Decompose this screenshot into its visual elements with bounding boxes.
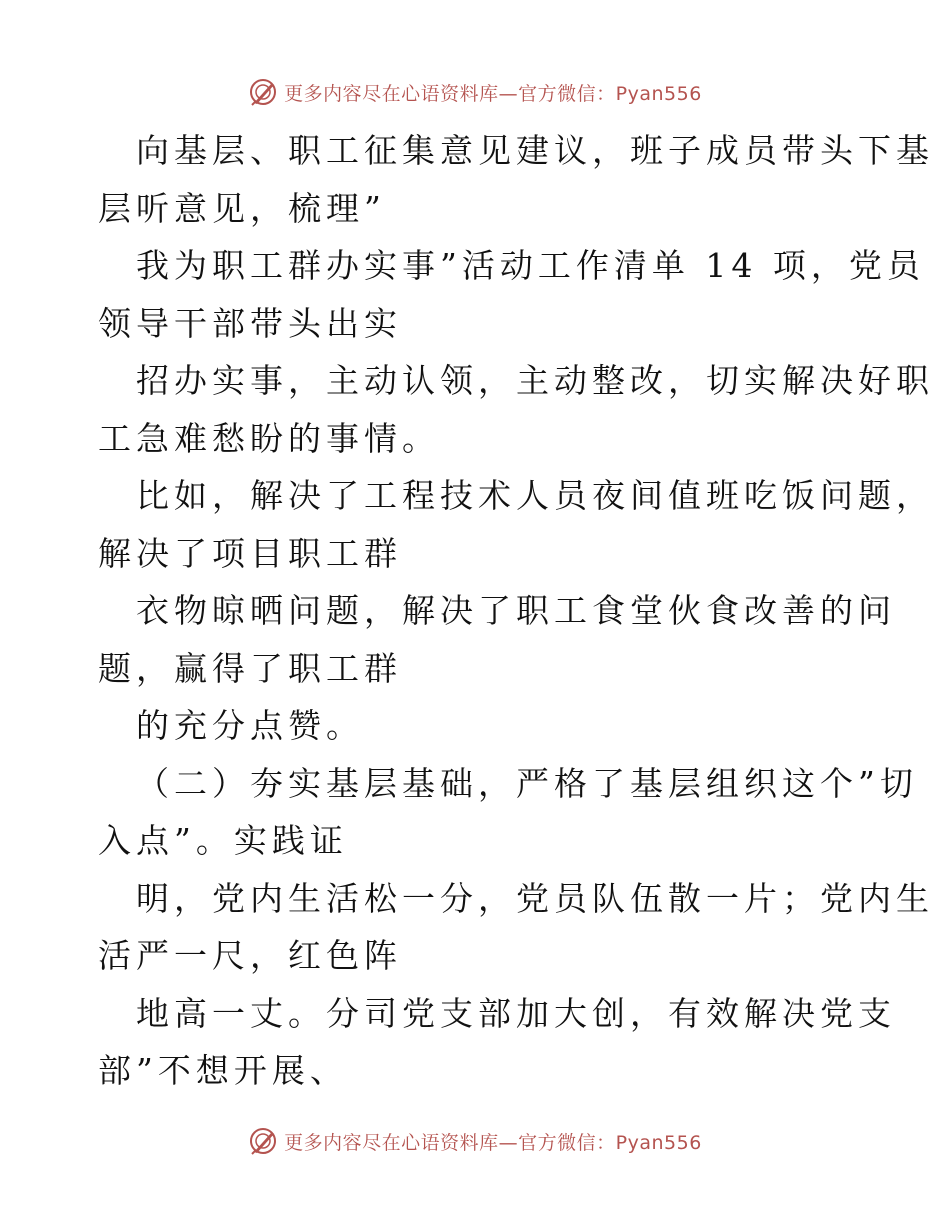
paragraph-line: 明，党内生活松一分，党员队伍散一片；党内生: [136, 878, 934, 918]
paragraph-line: 招办实事，主动认领，主动整改，切实解决好职: [136, 361, 934, 400]
paragraph-line: 层听意见，梳理”: [98, 188, 386, 228]
paragraph-line: 解决了项目职工群: [98, 533, 402, 573]
footer-watermark: [0, 1121, 950, 1161]
paragraph-line: 活严一尺，红色阵: [98, 936, 402, 975]
quill-pen-logo-icon: [248, 1126, 278, 1156]
paragraph-line: 比如，解决了工程技术人员夜间值班吃饭问题，: [136, 476, 934, 515]
paragraph-line: 工急难愁盼的事情。: [98, 418, 440, 458]
paragraph-line: 我为职工群办实事”活动工作清单 14 项，党员: [136, 246, 925, 285]
paragraph-line: 入点”。实践证: [98, 821, 348, 860]
paragraph-line: 地高一丈。分司党支部加大创，有效解决党支: [136, 993, 896, 1033]
paragraph-line: 向基层、职工征集意见建议，班子成员带头下基: [136, 131, 934, 170]
document-body: [98, 122, 934, 1100]
paragraph-line: 题，赢得了职工群: [98, 648, 402, 688]
paragraph-line: 领导干部带头出实: [98, 303, 402, 343]
paragraph-line: 部”不想开展、: [98, 1051, 348, 1090]
watermark-text: 更多内容尽在心语资料库—官方微信：Pyan556: [284, 82, 702, 105]
watermark-text: 更多内容尽在心语资料库—官方微信：Pyan556: [284, 1131, 702, 1154]
section-heading-line: （二）夯实基层基础，严格了基层组织这个”切: [136, 763, 918, 803]
header-watermark: [0, 72, 950, 112]
paragraph-line: 衣物晾晒问题，解决了职工食堂伙食改善的问: [136, 591, 896, 630]
quill-pen-logo-icon: [248, 77, 278, 107]
paragraph-line: 的充分点赞。: [136, 706, 364, 745]
